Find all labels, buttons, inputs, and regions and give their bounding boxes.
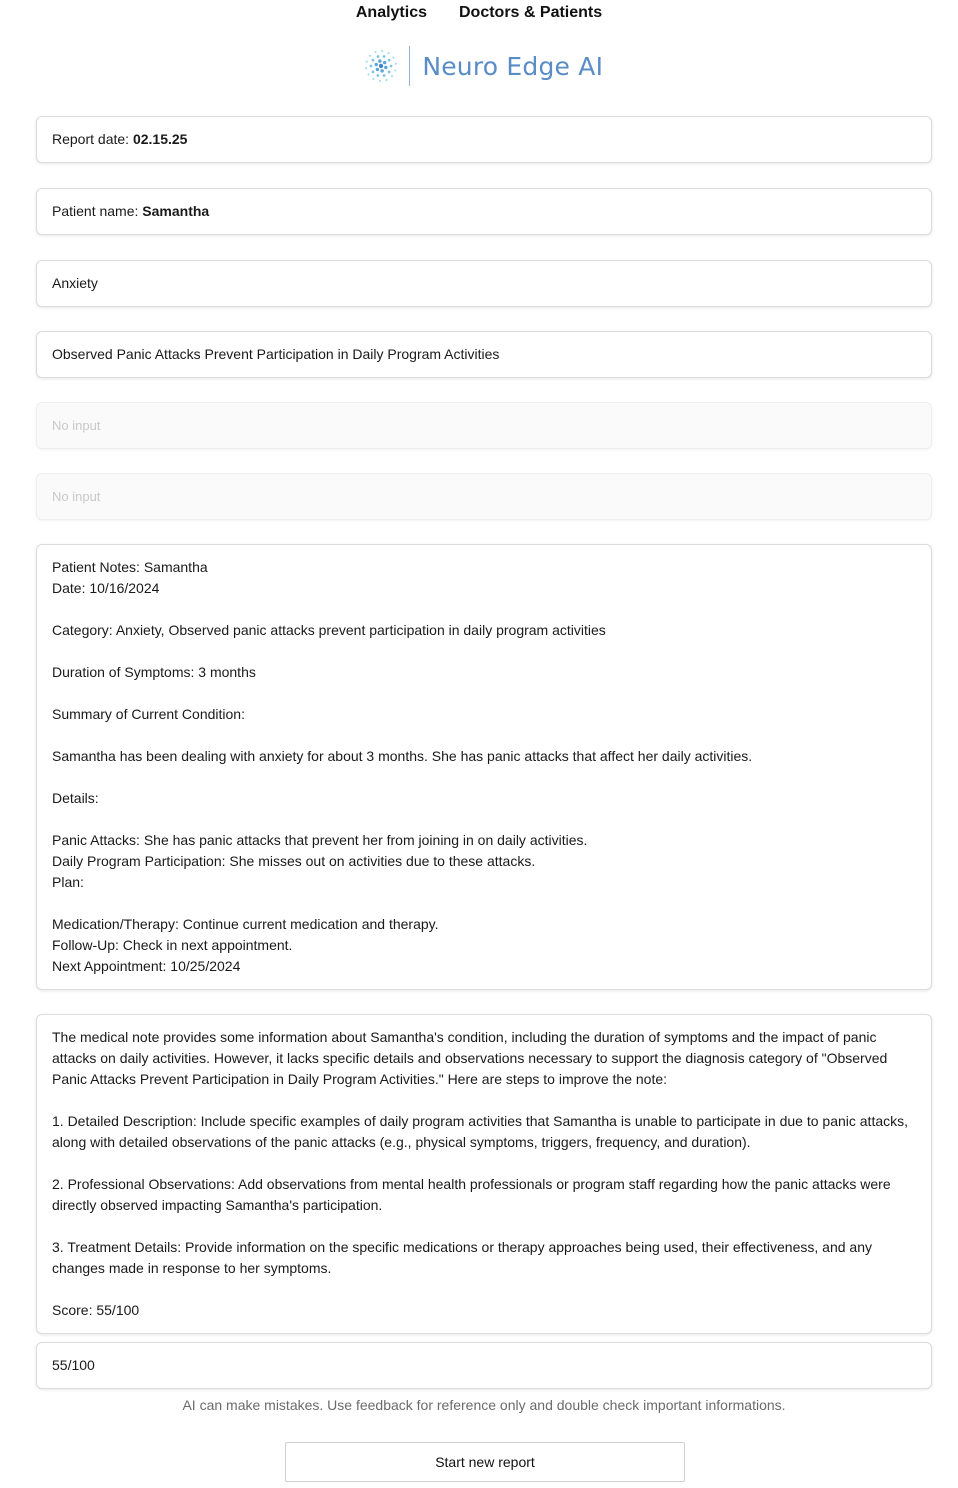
- feedback-paragraph: Score: 55/100: [52, 1302, 140, 1318]
- nav-analytics-link[interactable]: Analytics: [355, 4, 427, 21]
- feedback-paragraph: 3. Treatment Details: Provide information on the specific medications or therapy approaches being used, their effectiveness, and any changes made in response to her symptoms.: [52, 1239, 872, 1276]
- patient-notes-line: [52, 767, 916, 788]
- patient-name-field: [36, 188, 932, 235]
- disclaimer: AI can make mistakes. Use feedback for reference only and double check important informations.: [182, 1397, 786, 1413]
- feedback-paragraphs: [52, 1027, 916, 1321]
- score-value: 55/100: [52, 1357, 95, 1373]
- feedback-paragraph: 2. Professional Observations: Add observations from mental health professionals or program staff regarding how the panic attacks were directly observed impacting Samantha's participation.: [52, 1176, 891, 1213]
- empty-field-1-placeholder: No input: [52, 418, 101, 433]
- feedback-paragraph: The medical note provides some information about Samantha's condition, including the duration of symptoms and the impact of panic attacks on daily activities. However, it lacks specific details and observations necessary to support the diagnosis category of "Observed Panic Attacks Prevent Participation in Daily Program Activities." Here are steps to improve the note:: [52, 1029, 888, 1087]
- patient-notes-line: Next Appointment: 10/25/2024: [52, 958, 241, 974]
- nav-doctors-patients-link[interactable]: Doctors & Patients: [459, 4, 603, 21]
- patient-notes-line: Date: 10/16/2024: [52, 580, 160, 596]
- patient-notes-line: [52, 809, 916, 830]
- feedback-paragraph: 1. Detailed Description: Include specific examples of daily program activities that Samantha is unable to participate in due to panic attacks, along with detailed observations of the panic attacks (e.g., physical symptoms, triggers, frequency, and duration).: [52, 1113, 909, 1150]
- patient-notes-line: Duration of Symptoms: 3 months: [52, 664, 256, 680]
- patient-notes-line: Plan:: [52, 874, 84, 890]
- dotted-circle-logo-icon: [363, 48, 399, 84]
- start-new-report-button[interactable]: Start new report: [285, 1442, 685, 1482]
- patient-notes-line: Daily Program Participation: She misses out on activities due to these attacks.: [52, 853, 536, 869]
- patient-notes-line: Details:: [52, 790, 99, 806]
- patient-notes-box: [36, 544, 932, 990]
- patient-notes-line: Medication/Therapy: Continue current medication and therapy.: [52, 916, 439, 932]
- empty-field-2-placeholder: No input: [52, 489, 101, 504]
- report-date-label: Report date:: [52, 131, 130, 147]
- patient-notes-line: Follow-Up: Check in next appointment.: [52, 937, 293, 953]
- patient-notes-line: Category: Anxiety, Observed panic attacks prevent participation in daily program activities: [52, 622, 606, 638]
- patient-notes-line: Patient Notes: Samantha: [52, 559, 208, 575]
- logo-inner: [363, 46, 603, 86]
- category-field: [36, 260, 932, 307]
- patient-notes-lines: [52, 557, 916, 977]
- subcategory-value: Observed Panic Attacks Prevent Participation in Daily Program Activities: [52, 346, 500, 362]
- patient-notes-line: [52, 683, 916, 704]
- empty-field-2: [36, 473, 932, 520]
- patient-notes-line: [52, 641, 916, 662]
- patient-notes-line: [52, 725, 916, 746]
- patient-name-label: Patient name:: [52, 203, 139, 219]
- feedback-box: [36, 1014, 932, 1334]
- patient-notes-line: Summary of Current Condition:: [52, 706, 245, 722]
- patient-notes-line: [52, 893, 916, 914]
- subcategory-field: [36, 331, 932, 378]
- patient-notes-line: Panic Attacks: She has panic attacks that prevent her from joining in on daily activities.: [52, 832, 588, 848]
- report-date-value: 02.15.25: [132, 131, 188, 147]
- patient-notes-line: [52, 599, 916, 620]
- report-date-field: [36, 116, 932, 163]
- score-field: [36, 1342, 932, 1389]
- category-value: Anxiety: [52, 275, 98, 291]
- logo-divider: [409, 46, 411, 86]
- patient-name-value: Samantha: [142, 203, 210, 219]
- patient-notes-line: Samantha has been dealing with anxiety for about 3 months. She has panic attacks that affect her daily activities.: [52, 748, 753, 764]
- logo: [0, 44, 958, 88]
- empty-field-1: [36, 402, 932, 449]
- top-nav: [0, 0, 958, 26]
- logo-text: Neuro Edge AI: [422, 51, 604, 81]
